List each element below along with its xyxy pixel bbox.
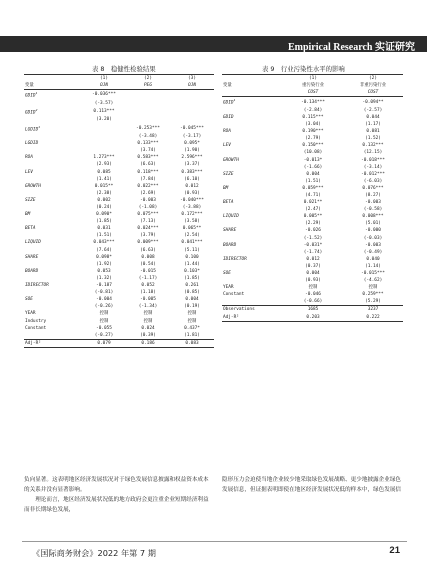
variable-superscript: 1 [35,91,38,96]
t-statistic [170,116,214,123]
adjr2-value: 0.079 [82,339,126,347]
t-statistic: (-2.57) [363,107,383,113]
t-statistic: (7.64) [96,247,112,253]
row-blank [24,147,82,154]
variable-name: SOE [223,271,231,276]
t-statistic: (-6.03) [363,178,383,184]
header-blank [222,75,283,83]
row-variable [222,171,283,178]
row-blank [24,261,82,268]
variable-name: BOARD [223,242,237,248]
row-variable [24,254,82,261]
coefficient: 1.273*** [93,155,115,161]
year-value: 控制 [99,311,109,317]
variable-name: IDIRECTOR [25,283,49,289]
row-variable [24,296,82,303]
row-variable [222,227,283,234]
coefficient: -0.031* [303,242,323,248]
coefficient: -0.026 [305,228,321,234]
year-value: 控制 [187,311,197,317]
variable-name: LGDID [25,126,39,132]
t-statistic: (1.44) [184,261,200,267]
coefficient: 0.022*** [137,183,159,189]
constant-t-statistic: (1.81) [170,332,214,340]
constant-t-statistic: (5.29) [343,298,403,306]
coefficient: 0.052 [141,283,155,289]
t-statistic: (7.84) [140,176,156,182]
t-statistic [126,100,170,107]
coefficient: 2.596*** [181,155,203,161]
coefficient: -0.040*** [180,197,204,203]
coefficient: 0.098* [96,254,112,260]
constant-value: 0.259*** [362,292,384,298]
t-statistic: (1.51) [96,233,112,239]
row-variable [222,97,283,107]
t-statistic: (2.69) [140,190,156,196]
coefficient: 0.261 [185,283,199,289]
constant-label: Constant [25,325,47,331]
constant-value: -0.055 [96,325,112,331]
coefficient: 0.012 [306,256,320,262]
coefficient: 0.383*** [181,169,203,175]
t-statistic: (-3.48) [138,134,158,140]
coefficient: 0.043*** [93,240,115,246]
row-variable [24,107,82,117]
coefficient: 0.009*** [137,240,159,246]
t-statistic: (0.19) [184,304,200,310]
variable-name: GROWTH [25,183,41,189]
row-variable [24,154,82,161]
variable-name: LIQUID [25,240,41,246]
year-label: YEAR [223,285,234,291]
variable-header: 变量 [223,83,232,89]
t-statistic: (5.11) [184,247,200,253]
row-blank [222,178,283,185]
coefficient: 0.076*** [362,185,384,191]
column-number: (3) [170,75,214,83]
coefficient: 0.004 [185,297,199,303]
row-variable [24,268,82,275]
coefficient: 0.115*** [302,114,324,120]
footer-rule [22,541,407,542]
t-statistic: (-1.52) [303,235,323,241]
t-statistic: (-1.66) [303,164,323,170]
variable-name: BETA [223,200,234,206]
constant-t-statistic: (0.39) [126,332,170,340]
coefficient: -0.253*** [136,125,160,131]
t-statistic: (-0.49) [363,249,383,255]
t-statistic: (-1.17) [138,275,158,281]
obs-value: 3237 [367,307,379,313]
row-blank [24,303,82,310]
variable-superscript: 1 [233,98,236,103]
t-statistic: (5.01) [365,221,381,227]
coefficient: -0.000 [365,228,381,234]
t-statistic: (12.15) [363,150,383,156]
coefficient: 0.005** [303,214,323,220]
table9 [222,74,403,322]
variable-name: GDID [25,93,36,99]
header-blank [222,89,283,97]
t-statistic: (-1.74) [303,249,323,255]
t-statistic [170,100,214,107]
coefficient: 0.065** [182,226,202,232]
row-blank [222,135,283,142]
coefficient: -0.094** [362,99,384,105]
constant-value: 0.024 [141,325,155,331]
t-statistic [82,147,126,154]
t-statistic: (4.71) [305,192,321,198]
t-statistic: (-0.26) [94,304,114,310]
coefficient: -0.012*** [361,171,385,177]
coefficient: -0.018*** [361,157,385,163]
t-statistic: (1.90) [184,148,200,154]
group-header: 重污染行业 [302,83,324,89]
row-variable [222,270,283,277]
coefficient: 0.008*** [362,214,384,220]
coefficient: 0.132*** [362,143,384,149]
row-variable [24,183,82,190]
t-statistic: (-1.34) [138,304,158,310]
coefficient: -0.003 [365,200,381,206]
row-variable [24,140,82,147]
variable-name: BOARD [25,268,39,274]
row-blank [24,204,82,211]
row-blank [222,206,283,213]
row-blank [24,161,82,168]
t-statistic: (3.37) [184,162,200,168]
coefficient: 0.081 [366,129,380,135]
constant-t-statistic: (-0.27) [82,332,126,340]
t-statistic: (0.85) [184,290,200,296]
coefficient: 0.059*** [302,185,324,191]
adjr2-value: 0.203 [283,314,343,322]
coefficient: 0.133*** [137,141,159,147]
row-blank [222,164,283,171]
coefficient: -0.004 [96,297,112,303]
obs-value: 1685 [307,307,319,313]
t-statistic: (1.85) [96,219,112,225]
t-statistic: (2.47) [305,207,321,213]
t-statistic: (3.74) [140,148,156,154]
t-statistic: (0.93) [184,190,200,196]
coefficient: 0.075*** [137,212,159,218]
coefficient: 0.040 [366,256,380,262]
industry-value: 控制 [99,318,109,324]
t-statistic: (2.79) [305,136,321,142]
coefficient: 0.095* [184,141,200,147]
row-variable [24,197,82,204]
row-variable [222,213,283,220]
row-variable [24,124,82,134]
t-statistic: (-1.08) [138,205,158,210]
t-statistic: (-0.58) [363,207,383,213]
page-number: 21 [389,545,400,556]
left-paragraph-1: 负向显著。这表明地区经济发展状况对于绿色发展信息披露和权益资本成本的关系并没有显著影响。 [24,477,209,493]
coefficient [82,140,126,147]
row-blank [24,133,82,140]
row-blank [222,263,283,270]
t-statistic: (2.38) [96,190,112,196]
coefficient: 0.015** [94,183,114,189]
industry-value: 控制 [187,318,197,324]
coefficient: 0.090* [96,212,112,218]
t-statistic: (1.17) [365,122,381,128]
row-variable [222,128,283,135]
coefficient: 0.103* [184,268,200,274]
variable-superscript: 1 [38,124,41,129]
row-variable [222,142,283,149]
coefficient [170,90,214,100]
t-statistic: (1.18) [140,290,156,296]
variable-name: BM [223,185,229,191]
t-statistic: (-3.88) [182,205,202,210]
coefficient: -0.005 [140,297,156,303]
t-statistic: (1.14) [365,263,381,269]
t-statistic: (6.63) [140,247,156,253]
t-statistic: (2.54) [184,233,200,239]
t-statistic: (10.08) [303,150,323,156]
row-variable [24,282,82,289]
coefficient: 0.053 [97,268,111,274]
t-statistic: (-4.62) [363,278,383,284]
adjr2-value: 0.083 [170,339,214,347]
t-statistic: (-0.81) [94,290,114,296]
row-blank [24,289,82,296]
variable-name: LGDID [25,141,39,147]
coefficient: 0.031 [97,226,111,232]
year-value: 控制 [143,311,153,317]
table9-caption: 表 9 行业污染性水平的影响 [262,65,345,73]
coefficient: 0.012 [185,183,199,189]
row-blank [24,100,82,107]
variable-name: SHARE [25,254,39,260]
coefficient: -0.015*** [361,271,385,276]
column-number: (2) [343,75,403,83]
t-statistic: (-0.03) [363,235,383,241]
t-statistic: (0.24) [96,205,112,210]
journal-name: 《国际商务财会》2022 年第 7 期 [32,548,156,558]
year-label: YEAR [25,311,36,317]
variable-name: BETA [25,226,36,232]
row-blank [222,149,283,156]
t-statistic: (1.85) [184,275,200,281]
coefficient: -0.134*** [301,99,325,105]
variable-name: IDIRECTOR [223,256,247,262]
constant-t-statistic: (-0.66) [283,298,343,306]
variable-name: GROWTH [223,157,239,163]
right-paragraph-1: 隐形压力会迫使当地企业较少地采取绿色发展战略、更少地披露企业绿色发展信息，但证据表明即使在地区经济发展状况低的样本中，绿色发展信 [222,477,402,493]
coefficient: 0.113*** [93,109,115,115]
coefficient: 0.150*** [302,143,324,149]
row-blank [222,121,283,128]
variable-name: ROA [25,155,33,161]
row-blank [24,232,82,239]
year-value: 控制 [368,285,378,291]
t-statistic: (3.58) [184,219,200,225]
constant-value: 0.437* [184,325,200,331]
variable-header: 变量 [24,82,82,90]
coefficient: 0.041*** [181,240,203,246]
row-blank [222,249,283,256]
row-variable [24,169,82,176]
dependent-variable: COST [343,89,403,97]
t-statistic: (-3.57) [94,100,114,106]
coefficient: 0.583*** [137,155,159,161]
column-number: (1) [82,75,126,83]
row-variable [222,157,283,164]
row-variable [222,242,283,249]
dependent-variable: COST [283,89,343,97]
row-blank [222,277,283,284]
t-statistic: (3.79) [140,233,156,239]
row-blank [222,107,283,114]
table8 [24,74,214,348]
obs-label: Observations [223,307,255,313]
t-statistic [82,133,126,140]
dependent-variable: OJN [82,82,126,90]
coefficient: 0.044 [366,114,380,120]
t-statistic: (2.93) [96,162,112,168]
variable-superscript: 2 [35,107,38,112]
coefficient: -0.045*** [180,125,204,131]
variable-name: BM [25,212,31,218]
coefficient [170,107,214,117]
t-statistic: (3.20) [96,117,112,123]
column-number: (2) [126,75,170,83]
row-blank [24,332,82,340]
coefficient: 0.002 [97,197,111,203]
t-statistic: (8.27) [365,192,381,198]
coefficient: -0.003 [365,242,381,248]
variable-name: SOE [25,297,33,303]
coefficient: 0.008 [141,254,155,260]
coefficient: -0.015 [140,268,156,274]
t-statistic: (2.29) [305,221,321,227]
dependent-variable: PEG [126,82,170,90]
constant-value: -0.046 [305,292,321,298]
coefficient: -0.003 [140,197,156,203]
t-statistic: (0.54) [140,261,156,267]
row-variable [24,239,82,246]
adjr2-value: 0.186 [126,339,170,347]
coefficient: 0.004 [306,271,320,276]
coefficient [82,124,126,134]
t-statistic: (7.13) [140,219,156,225]
adjr2-value: 0.222 [343,314,403,322]
adjr2-label: Adj-R² [24,339,82,347]
row-blank [24,247,82,254]
column-number: (1) [283,75,343,83]
year-value: 控制 [308,285,318,291]
t-statistic [126,116,170,123]
coefficient: 0.190*** [302,129,324,135]
coefficient: 0.004 [306,171,320,177]
t-statistic: (1.41) [96,176,112,182]
coefficient [126,90,170,100]
adjr2-label: Adj-R² [222,314,283,322]
group-header: 非重污染行业 [359,83,387,89]
coefficient: -0.013* [303,157,323,163]
row-variable [222,256,283,263]
row-blank [222,220,283,227]
coefficient [126,107,170,117]
dependent-variable: OJN [170,82,214,90]
row-blank [24,176,82,183]
t-statistic: (6.10) [184,176,200,182]
row-variable [24,211,82,218]
t-statistic: (0.93) [305,278,321,284]
t-statistic: (0.37) [305,263,321,269]
coefficient: 0.024*** [137,226,159,232]
t-statistic: (-3.17) [182,134,202,140]
variable-name: LEV [223,143,231,149]
variable-name: ROA [223,129,231,135]
variable-name: GDID [25,110,36,116]
row-variable [222,185,283,192]
variable-name: GDID [223,114,234,120]
variable-name: SIZE [25,197,36,203]
coefficient: 0.100 [185,254,199,260]
row-variable [222,114,283,121]
left-paragraph-2: 理论而言，地区经济发展状况低的地方政府会更注重企业短期经济利益而非长期绿色发展， [24,497,209,513]
coefficient: -0.187 [96,283,112,289]
constant-label: Constant [223,292,245,298]
row-variable [222,199,283,206]
variable-name: LEV [25,169,33,175]
t-statistic: (1.92) [96,261,112,267]
t-statistic: (1.52) [365,136,381,142]
row-variable [24,225,82,232]
industry-label: Industry [25,318,47,324]
variable-name: GDID [223,100,234,106]
section-header: Empirical Research 实证研究 [287,42,415,53]
row-variable [24,90,82,100]
row-blank [222,235,283,242]
t-statistic: (6.63) [140,162,156,168]
table8-caption: 表 8 稳健性检验结果 [92,65,156,73]
header-blank [24,75,82,83]
row-blank [24,190,82,197]
row-blank [24,275,82,282]
coefficient: 0.172*** [181,212,203,218]
coefficient: 0.118*** [137,169,159,175]
row-blank [24,218,82,225]
t-statistic: (3.04) [305,122,321,128]
row-blank [222,298,283,306]
variable-name: SHARE [223,228,237,234]
variable-name: SIZE [223,171,234,177]
t-statistic: (-3.14) [363,164,383,170]
row-blank [222,192,283,199]
t-statistic: (1.51) [305,178,321,184]
variable-name: LIQUID [223,214,239,220]
coefficient: 0.021** [303,200,323,206]
t-statistic: (-2.84) [303,107,323,113]
t-statistic: (1.32) [96,275,112,281]
row-blank [24,116,82,123]
industry-value: 控制 [143,318,153,324]
coefficient: 0.085 [97,169,111,175]
coefficient: -0.036*** [92,92,116,98]
